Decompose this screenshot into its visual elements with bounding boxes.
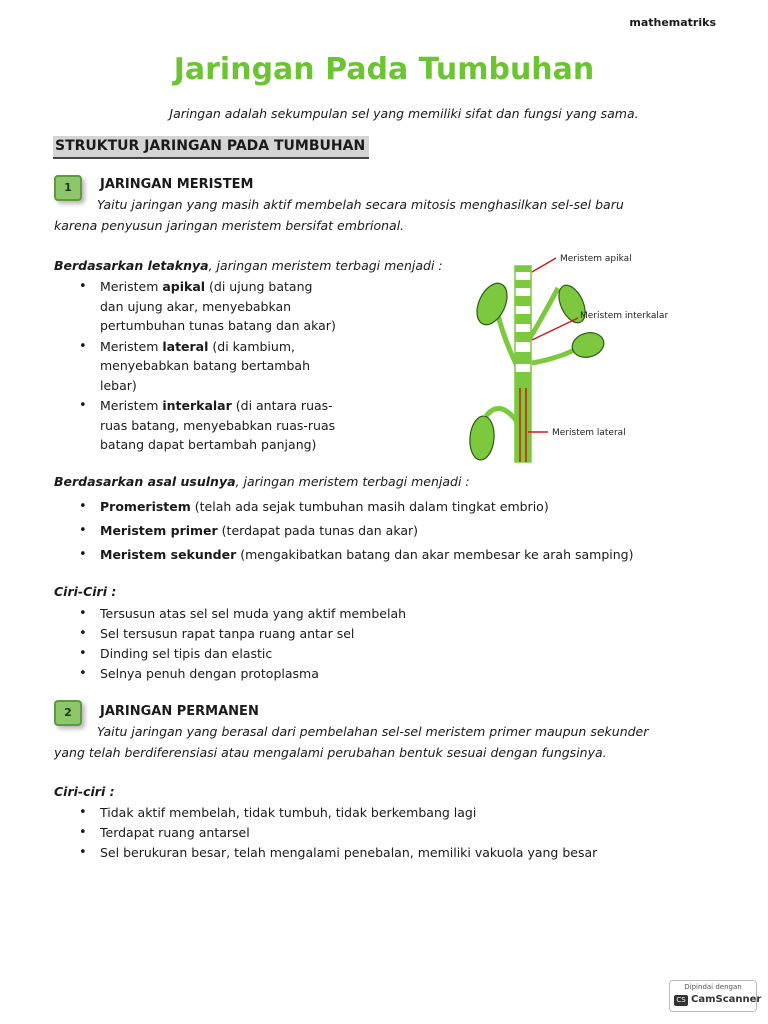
letak-lead-rest: , jaringan meristem terbagi menjadi : — [208, 258, 443, 273]
asal-item — [54, 519, 734, 543]
letak-text: Meristem — [100, 338, 163, 354]
label-lateral: Meristem lateral — [552, 428, 626, 438]
asal-item — [54, 495, 734, 519]
letak-text: pertumbuhan tunas batang dan akar) — [100, 318, 336, 333]
letak-text: dan ujung akar, menyebabkan — [100, 298, 292, 314]
letak-lead-bold: Berdasarkan letaknya — [54, 258, 209, 273]
section-2-desc-line1: Yaitu jaringan yang berasal dari pembelahan sel-sel meristem primer maupun sekunder — [97, 724, 649, 739]
letak-text: batang dapat bertambah panjang) — [100, 437, 317, 452]
scanner-caption: Dipindai dengan — [684, 983, 742, 991]
section-2-badge: 2 — [54, 700, 82, 726]
asal-item-rest: (telah ada sejak tumbuhan masih dalam tingkat embrio) — [190, 499, 549, 514]
ciri-item: • Terdapat ruang antarsel — [54, 823, 704, 843]
section-2-ciri-heading: Ciri-ciri : — [54, 784, 115, 799]
ciri-item: • Sel tersusun rapat tanpa ruang antar sel — [54, 624, 654, 644]
letak-text: lebar) — [100, 377, 137, 393]
letak-text: menyebabkan batang bertambah — [100, 358, 310, 373]
asal-lead — [54, 474, 470, 489]
ciri-item: • Tidak aktif membelah, tidak tumbuh, tidak berkembang lagi — [54, 803, 704, 823]
asal-item — [54, 543, 734, 567]
letak-text: (di kambium, — [208, 338, 295, 354]
letak-item-line — [100, 376, 384, 396]
structure-heading: STRUKTUR JARINGAN PADA TUMBUHAN — [53, 136, 369, 159]
right-branch-stem — [530, 288, 558, 338]
right-lower-branch — [532, 348, 578, 363]
section-1-ciri-list — [54, 604, 654, 684]
letak-item-line — [100, 316, 384, 336]
section-1-ciri-heading: Ciri-Ciri : — [54, 584, 117, 599]
asal-lead-bold: Berdasarkan asal usulnya — [54, 474, 236, 489]
letak-item-line — [100, 396, 384, 416]
camscanner-watermark — [669, 980, 762, 1012]
section-2-desc-line2: yang telah berdiferensiasi atau mengalami perubahan bentuk sesuai dengan fungsinya. — [54, 745, 607, 760]
leaf-upper-left — [471, 279, 513, 330]
apikal-pointer — [532, 258, 556, 272]
camscanner-logo-icon: CS — [674, 995, 688, 1006]
ciri-item: • Selnya penuh dengan protoplasma — [54, 664, 654, 684]
page-title: Jaringan Pada Tumbuhan — [173, 52, 595, 87]
scanner-name: CamScanner — [691, 994, 762, 1005]
label-apikal: Meristem apikal — [560, 254, 632, 264]
section-2-heading: JARINGAN PERMANEN — [100, 704, 259, 719]
letak-item-line — [100, 416, 384, 436]
letak-bold: lateral — [162, 338, 209, 354]
asal-item-bold: Promeristem — [100, 499, 191, 514]
letak-item — [54, 277, 384, 336]
letak-item-line — [100, 337, 384, 357]
letak-text: ruas batang, menyebabkan ruas-ruas — [100, 417, 336, 433]
section-1-desc-line1: Yaitu jaringan yang masih aktif membelah secara mitosis menghasilkan sel-sel baru — [97, 197, 624, 212]
letak-text: Meristem — [100, 279, 163, 294]
letak-item — [54, 337, 384, 396]
letak-list — [54, 277, 384, 456]
letak-item-line — [100, 435, 384, 455]
ciri-item: • Dinding sel tipis dan elastic — [54, 644, 654, 664]
ciri-item: • Sel berukuran besar, telah mengalami penebalan, memiliki vakuola yang besar — [54, 843, 704, 863]
intro-text: Jaringan adalah sekumpulan sel yang memiliki sifat dan fungsi yang sama. — [169, 106, 639, 121]
letak-lead — [54, 258, 443, 273]
letak-bold: interkalar — [162, 398, 232, 413]
section-1-desc-line2: karena penyusun jaringan meristem bersifat embrional. — [54, 218, 405, 233]
letak-item-line — [100, 277, 384, 297]
letak-text: (di antara ruas- — [231, 398, 333, 413]
letak-text: Meristem — [100, 398, 163, 413]
asal-lead-rest: , jaringan meristem terbagi menjadi : — [235, 474, 470, 489]
leaf-lower-left — [468, 415, 496, 461]
letak-bold: apikal — [162, 279, 206, 294]
asal-item-bold: Meristem sekunder — [100, 547, 237, 562]
section-1-heading: JARINGAN MERISTEM — [100, 177, 254, 192]
label-interkalar: Meristem interkalar — [580, 311, 669, 321]
asal-item-rest: (mengakibatkan batang dan akar membesar ke arah samping) — [236, 547, 634, 562]
section-1-badge: 1 — [54, 175, 82, 201]
letak-item-line — [100, 297, 384, 317]
letak-text: (di ujung batang — [205, 279, 313, 294]
letak-item — [54, 396, 384, 455]
section-2-ciri-list — [54, 803, 704, 863]
brand-label: mathematriks — [629, 16, 716, 29]
asal-list — [54, 495, 734, 567]
leaf-right — [569, 329, 606, 360]
letak-item-line — [100, 356, 384, 376]
meristem-diagram — [460, 248, 700, 468]
asal-item-bold: Meristem primer — [100, 523, 218, 538]
ciri-item: • Tersusun atas sel sel muda yang aktif membelah — [54, 604, 654, 624]
asal-item-rest: (terdapat pada tunas dan akar) — [217, 523, 419, 538]
